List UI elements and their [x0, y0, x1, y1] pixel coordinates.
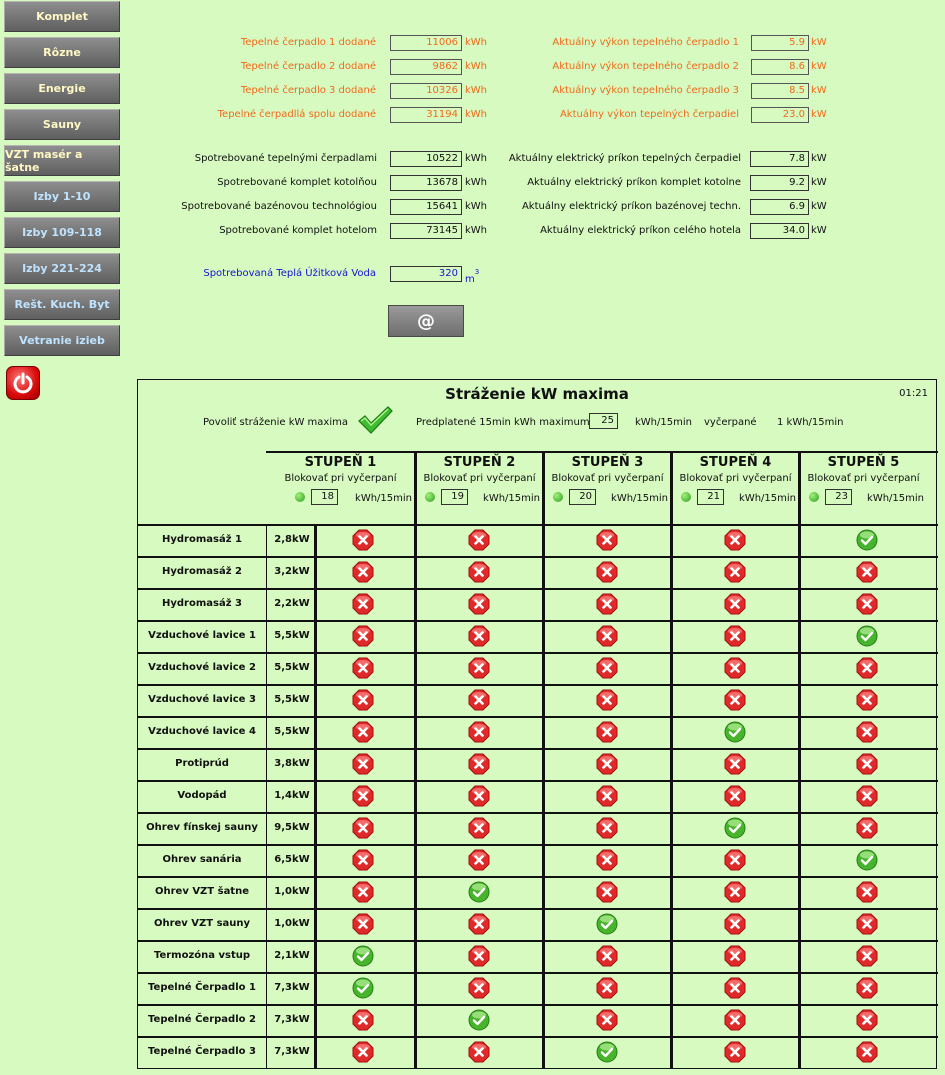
stage-header-3 — [545, 453, 670, 523]
row-name: Ohrev sanária — [162, 854, 242, 865]
grid-hline — [138, 652, 938, 654]
stage-subtitle: Blokovať pri vyčerpaní — [807, 473, 920, 484]
delivered-3-unit: kWh — [465, 85, 488, 96]
x-icon[interactable] — [468, 913, 490, 935]
consumed-1-unit: kWh — [465, 153, 488, 164]
consumed-1-label: Spotrebované tepelnými čerpadlami — [194, 153, 377, 164]
check-icon[interactable] — [856, 625, 878, 647]
row-name: Hydromasáž 1 — [162, 534, 242, 545]
nav-button-8[interactable]: Rešt. Kuch. Byt — [4, 289, 120, 320]
nav-button-9[interactable]: Vetranie izieb — [4, 325, 120, 356]
x-icon[interactable] — [468, 625, 490, 647]
x-icon[interactable] — [856, 593, 878, 615]
x-icon[interactable] — [596, 529, 618, 551]
row-kw: 6,5kW — [274, 854, 310, 865]
check-icon[interactable] — [856, 849, 878, 871]
prepaid-input[interactable]: 25 — [589, 413, 618, 429]
panel-title: Stráženie kW maxima — [445, 385, 629, 403]
grid-hline — [138, 876, 938, 878]
delivered-2-label: Tepelné čerpadlo 2 dodané — [240, 61, 376, 72]
delivered-4-label: Tepelné čerpadllá spolu dodané — [217, 109, 376, 120]
x-icon[interactable] — [596, 945, 618, 967]
x-icon[interactable] — [596, 721, 618, 743]
row-kw: 5,5kW — [274, 662, 310, 673]
input-power-4-unit: kW — [811, 225, 827, 236]
grid-hline — [138, 1004, 938, 1006]
x-icon[interactable] — [856, 753, 878, 775]
power-1-unit: kW — [811, 37, 827, 48]
delivered-4-value: 31194 — [390, 107, 462, 123]
x-icon[interactable] — [724, 689, 746, 711]
row-name: Tepelné Čerpadlo 2 — [148, 1014, 256, 1025]
stage-subtitle: Blokovať pri vyčerpaní — [423, 473, 536, 484]
power-4-unit: kW — [811, 109, 827, 120]
consumed-2-value: 13678 — [390, 175, 462, 191]
stage-unit: kWh/15min — [611, 493, 668, 504]
consumed-4-value: 73145 — [390, 223, 462, 239]
grid-vline — [542, 451, 545, 1068]
water-unit-base: m — [465, 274, 475, 285]
input-power-2-label: Aktuálny elektrický príkon komplet kotolne — [527, 177, 741, 188]
power-3-value: 8.5 — [751, 83, 809, 99]
row-kw: 1,0kW — [274, 886, 310, 897]
grid-vline — [798, 451, 801, 1068]
x-icon[interactable] — [596, 753, 618, 775]
stage-header-1 — [267, 453, 414, 523]
enable-guard-label: Povoliť stráženie kW maxima — [203, 417, 348, 428]
x-icon[interactable] — [468, 1041, 490, 1063]
x-icon[interactable] — [856, 657, 878, 679]
row-name: Termozóna vstup — [153, 950, 251, 961]
row-name: Ohrev VZT sauny — [153, 918, 251, 929]
consumed-2-unit: kWh — [465, 177, 488, 188]
x-icon[interactable] — [468, 689, 490, 711]
input-power-1-unit: kW — [811, 153, 827, 164]
delivered-2-unit: kWh — [465, 61, 488, 72]
stage-title: STUPEŇ 2 — [443, 455, 516, 470]
power-2-unit: kW — [811, 61, 827, 72]
x-icon[interactable] — [468, 529, 490, 551]
consumed-2-label: Spotrebované komplet kotolňou — [217, 177, 377, 188]
x-icon[interactable] — [856, 881, 878, 903]
power-3-label: Aktuálny výkon tepelného čerpadlo 3 — [552, 85, 739, 96]
stage-unit: kWh/15min — [867, 493, 924, 504]
stage-header-4 — [673, 453, 798, 523]
x-icon[interactable] — [856, 561, 878, 583]
nav-button-3[interactable]: Sauny — [4, 109, 120, 140]
power-icon — [12, 372, 34, 394]
x-icon[interactable] — [352, 1041, 374, 1063]
row-name: Vzduchové lavice 4 — [148, 726, 256, 737]
x-icon[interactable] — [724, 593, 746, 615]
grid-hline — [138, 972, 938, 974]
x-icon[interactable] — [724, 657, 746, 679]
stage-unit: kWh/15min — [355, 493, 412, 504]
x-icon[interactable] — [724, 945, 746, 967]
row-kw: 5,5kW — [274, 630, 310, 641]
stage-threshold-input[interactable]: 18 — [311, 489, 338, 505]
x-icon[interactable] — [468, 817, 490, 839]
stage-unit: kWh/15min — [739, 493, 796, 504]
x-icon[interactable] — [856, 1041, 878, 1063]
input-power-4-value: 34.0 — [750, 223, 809, 239]
x-icon[interactable] — [724, 753, 746, 775]
x-icon[interactable] — [352, 817, 374, 839]
status-dot-icon — [425, 492, 435, 502]
power-1-label: Aktuálny výkon tepelného čerpadlo 1 — [552, 37, 739, 48]
stage-subtitle: Blokovať pri vyčerpaní — [679, 473, 792, 484]
nav-button-0[interactable]: Komplet — [4, 1, 120, 32]
power-2-label: Aktuálny výkon tepelného čerpadlo 2 — [552, 61, 739, 72]
input-power-3-unit: kW — [811, 201, 827, 212]
check-icon[interactable] — [468, 881, 490, 903]
status-dot-icon — [809, 492, 819, 502]
x-icon[interactable] — [596, 977, 618, 999]
delivered-4-unit: kWh — [465, 109, 488, 120]
input-power-1-label: Aktuálny elektrický príkon tepelných čerpadiel — [508, 153, 741, 164]
row-kw: 7,3kW — [274, 1046, 310, 1057]
stage-title: STUPEŇ 1 — [304, 455, 377, 470]
delivered-1-label: Tepelné čerpadlo 1 dodané — [240, 37, 376, 48]
enable-guard-check-icon[interactable] — [356, 404, 394, 440]
grid-hline — [138, 620, 938, 622]
x-icon[interactable] — [724, 849, 746, 871]
grid-hline — [138, 684, 938, 686]
x-icon[interactable] — [468, 945, 490, 967]
status-dot-icon — [681, 492, 691, 502]
x-icon[interactable] — [596, 785, 618, 807]
x-icon[interactable] — [352, 753, 374, 775]
row-name: Protiprúd — [175, 758, 229, 769]
row-name: Tepelné Čerpadlo 3 — [148, 1046, 256, 1057]
status-dot-icon — [295, 492, 305, 502]
stage-title: STUPEŇ 3 — [571, 455, 644, 470]
x-icon[interactable] — [596, 625, 618, 647]
x-icon[interactable] — [856, 1009, 878, 1031]
water-unit — [465, 268, 479, 285]
input-power-1-value: 7.8 — [750, 151, 809, 167]
power-4-label: Aktuálny výkon tepelných čerpadiel — [559, 109, 739, 120]
x-icon[interactable] — [724, 561, 746, 583]
stage-unit: kWh/15min — [483, 493, 540, 504]
row-name: Vzduchové lavice 1 — [148, 630, 256, 641]
email-button[interactable]: @ — [388, 305, 464, 337]
grid-hline — [138, 524, 938, 526]
x-icon[interactable] — [596, 1009, 618, 1031]
x-icon[interactable] — [856, 817, 878, 839]
stage-threshold-input[interactable]: 23 — [825, 489, 852, 505]
grid-vline — [414, 451, 417, 1068]
delivered-1-value: 11006 — [390, 35, 462, 51]
row-kw: 5,5kW — [274, 726, 310, 737]
row-name: Ohrev VZT šatne — [154, 886, 249, 897]
row-kw: 3,8kW — [274, 758, 310, 769]
grid-hline — [138, 844, 938, 846]
stage-subtitle: Blokovať pri vyčerpaní — [284, 473, 397, 484]
spent-value: 1 kWh/15min — [777, 417, 844, 428]
x-icon[interactable] — [468, 561, 490, 583]
kw-guard-panel — [137, 379, 937, 1069]
water-label: Spotrebovaná Teplá Úžitková Voda — [203, 268, 376, 279]
x-icon[interactable] — [352, 881, 374, 903]
power-button[interactable] — [6, 366, 40, 400]
power-3-unit: kW — [811, 85, 827, 96]
check-icon[interactable] — [724, 721, 746, 743]
consumed-3-unit: kWh — [465, 201, 488, 212]
stage-title: STUPEŇ 4 — [699, 455, 772, 470]
grid-hline — [138, 780, 938, 782]
row-kw: 1,0kW — [274, 918, 310, 929]
x-icon[interactable] — [468, 849, 490, 871]
water-unit-sup: 3 — [474, 268, 480, 276]
grid-hline — [138, 1036, 938, 1038]
nav-button-7[interactable]: Izby 221-224 — [4, 253, 120, 284]
grid-hline — [138, 588, 938, 590]
input-power-3-label: Aktuálny elektrický príkon bazénovej techn. — [521, 201, 741, 212]
input-power-4-label: Aktuálny elektrický príkon celého hotela — [540, 225, 741, 236]
delivered-3-value: 10326 — [390, 83, 462, 99]
row-kw: 5,5kW — [274, 694, 310, 705]
stage-header-2 — [417, 453, 542, 523]
x-icon[interactable] — [352, 785, 374, 807]
grid-hline — [138, 556, 938, 558]
consumed-3-label: Spotrebované bazénovou technológiou — [181, 201, 377, 212]
x-icon[interactable] — [724, 785, 746, 807]
x-icon[interactable] — [352, 913, 374, 935]
x-icon[interactable] — [724, 881, 746, 903]
nav-button-2[interactable]: Energie — [4, 73, 120, 104]
x-icon[interactable] — [352, 593, 374, 615]
grid-hline — [138, 940, 938, 942]
status-dot-icon — [553, 492, 563, 502]
row-kw: 3,2kW — [274, 566, 310, 577]
consumed-4-label: Spotrebované komplet hotelom — [219, 225, 377, 236]
row-name: Ohrev fínskej sauny — [146, 822, 258, 833]
row-kw: 2,2kW — [274, 598, 310, 609]
row-name: Tepelné Čerpadlo 1 — [148, 982, 256, 993]
x-icon[interactable] — [352, 721, 374, 743]
stage-subtitle: Blokovať pri vyčerpaní — [551, 473, 664, 484]
x-icon[interactable] — [596, 849, 618, 871]
stage-threshold-input[interactable]: 21 — [697, 489, 724, 505]
check-icon[interactable] — [724, 817, 746, 839]
row-name: Hydromasáž 3 — [162, 598, 242, 609]
spent-label: vyčerpané — [704, 417, 757, 428]
x-icon[interactable] — [724, 913, 746, 935]
prepaid-unit: kWh/15min — [635, 417, 692, 428]
nav-button-5[interactable]: Izby 1-10 — [4, 181, 120, 212]
x-icon[interactable] — [352, 657, 374, 679]
row-name: Vzduchové lavice 2 — [148, 662, 256, 673]
x-icon[interactable] — [352, 625, 374, 647]
x-icon[interactable] — [856, 913, 878, 935]
x-icon[interactable] — [856, 945, 878, 967]
check-icon[interactable] — [352, 977, 374, 999]
x-icon[interactable] — [596, 881, 618, 903]
x-icon[interactable] — [352, 1009, 374, 1031]
grid-vline — [670, 451, 673, 1068]
delivered-3-label: Tepelné čerpadlo 3 dodané — [240, 85, 376, 96]
grid-hline — [138, 748, 938, 750]
x-icon[interactable] — [468, 721, 490, 743]
x-icon[interactable] — [352, 849, 374, 871]
row-kw: 1,4kW — [274, 790, 310, 801]
x-icon[interactable] — [856, 689, 878, 711]
stage-threshold-input[interactable]: 19 — [441, 489, 468, 505]
check-icon[interactable] — [352, 945, 374, 967]
delivered-1-unit: kWh — [465, 37, 488, 48]
input-power-2-value: 9.2 — [750, 175, 809, 191]
check-icon[interactable] — [856, 529, 878, 551]
check-icon[interactable] — [596, 913, 618, 935]
x-icon[interactable] — [352, 529, 374, 551]
row-name: Vzduchové lavice 3 — [148, 694, 256, 705]
delivered-2-value: 9862 — [390, 59, 462, 75]
power-2-value: 8.6 — [751, 59, 809, 75]
panel-time: 01:21 — [899, 388, 928, 399]
grid-hline — [138, 812, 938, 814]
row-kw: 7,3kW — [274, 1014, 310, 1025]
grid-vline — [266, 524, 267, 1068]
x-icon[interactable] — [596, 561, 618, 583]
power-1-value: 5.9 — [751, 35, 809, 51]
row-kw: 2,8kW — [274, 534, 310, 545]
row-kw: 2,1kW — [274, 950, 310, 961]
x-icon[interactable] — [856, 721, 878, 743]
x-icon[interactable] — [856, 977, 878, 999]
x-icon[interactable] — [724, 529, 746, 551]
x-icon[interactable] — [352, 561, 374, 583]
x-icon[interactable] — [468, 977, 490, 999]
grid-hline — [138, 908, 938, 910]
grid-hline — [138, 716, 938, 718]
x-icon[interactable] — [468, 785, 490, 807]
consumed-4-unit: kWh — [465, 225, 488, 236]
x-icon[interactable] — [724, 1041, 746, 1063]
x-icon[interactable] — [724, 625, 746, 647]
nav-button-6[interactable]: Izby 109-118 — [4, 217, 120, 248]
input-power-3-value: 6.9 — [750, 199, 809, 215]
check-icon[interactable] — [468, 1009, 490, 1031]
input-power-2-unit: kW — [811, 177, 827, 188]
row-kw: 9,5kW — [274, 822, 310, 833]
x-icon[interactable] — [468, 657, 490, 679]
row-name: Hydromasáž 2 — [162, 566, 242, 577]
row-kw: 7,3kW — [274, 982, 310, 993]
x-icon[interactable] — [596, 593, 618, 615]
consumed-1-value: 10522 — [390, 151, 462, 167]
row-name: Vodopád — [177, 790, 227, 801]
stage-threshold-input[interactable]: 20 — [569, 489, 596, 505]
x-icon[interactable] — [352, 689, 374, 711]
x-icon[interactable] — [724, 977, 746, 999]
x-icon[interactable] — [856, 785, 878, 807]
prepaid-label: Predplatené 15min kWh maximum — [416, 417, 590, 428]
nav-button-1[interactable]: Rôzne — [4, 37, 120, 68]
stage-title: STUPEŇ 5 — [827, 455, 900, 470]
x-icon[interactable] — [468, 593, 490, 615]
water-value: 320 — [390, 266, 462, 282]
nav-button-4[interactable]: VZT masér a šatne — [4, 145, 120, 176]
stage-header-5 — [801, 453, 926, 523]
x-icon[interactable] — [596, 657, 618, 679]
x-icon[interactable] — [468, 753, 490, 775]
check-icon[interactable] — [596, 1041, 618, 1063]
x-icon[interactable] — [596, 689, 618, 711]
x-icon[interactable] — [724, 1009, 746, 1031]
x-icon[interactable] — [596, 817, 618, 839]
power-4-value: 23.0 — [751, 107, 809, 123]
consumed-3-value: 15641 — [390, 199, 462, 215]
